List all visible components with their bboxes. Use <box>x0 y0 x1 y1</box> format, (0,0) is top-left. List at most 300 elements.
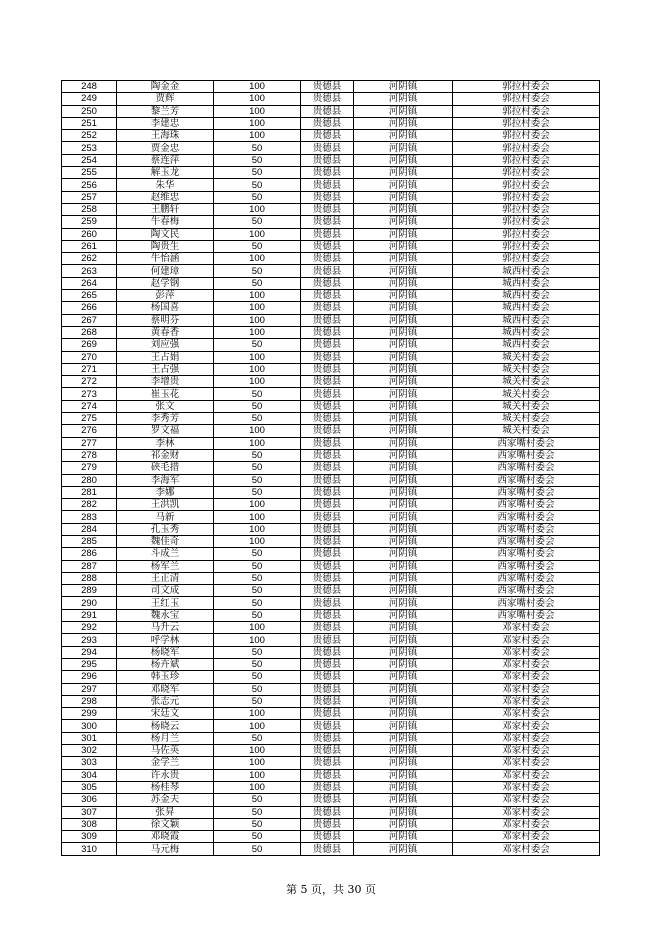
village-committee-cell: 西家嘴村委会 <box>453 486 600 498</box>
table-row <box>62 302 600 314</box>
amount-cell: 100 <box>214 130 301 142</box>
county-cell: 贵德县 <box>301 167 354 179</box>
village-committee-cell: 邓家村委会 <box>453 695 600 707</box>
town-cell: 河阴镇 <box>354 437 453 449</box>
town-cell: 河阴镇 <box>354 523 453 535</box>
table-row <box>62 290 600 302</box>
county-cell: 贵德县 <box>301 597 354 609</box>
amount-cell: 100 <box>214 253 301 265</box>
name-cell: 杨月兰 <box>117 732 214 744</box>
county-cell: 贵德县 <box>301 277 354 289</box>
village-committee-cell: 邓家村委会 <box>453 843 600 855</box>
table-row <box>62 142 600 154</box>
table-row <box>62 265 600 277</box>
county-cell: 贵德县 <box>301 117 354 129</box>
village-committee-cell: 郭拉村委会 <box>453 142 600 154</box>
amount-cell: 50 <box>214 449 301 461</box>
village-committee-cell: 郭拉村委会 <box>453 216 600 228</box>
town-cell: 河阴镇 <box>354 449 453 461</box>
village-committee-cell: 西家嘴村委会 <box>453 585 600 597</box>
amount-cell: 100 <box>214 781 301 793</box>
town-cell: 河阴镇 <box>354 486 453 498</box>
town-cell: 河阴镇 <box>354 597 453 609</box>
row-number: 279 <box>62 462 117 474</box>
county-cell: 贵德县 <box>301 191 354 203</box>
table-row <box>62 425 600 437</box>
amount-cell: 50 <box>214 794 301 806</box>
village-committee-cell: 邓家村委会 <box>453 781 600 793</box>
name-cell: 王海珠 <box>117 130 214 142</box>
table-row <box>62 806 600 818</box>
amount-cell: 100 <box>214 93 301 105</box>
amount-cell: 50 <box>214 388 301 400</box>
village-committee-cell: 郭拉村委会 <box>453 228 600 240</box>
county-cell: 贵德县 <box>301 425 354 437</box>
name-cell: 贾辉 <box>117 93 214 105</box>
village-committee-cell: 城关村委会 <box>453 363 600 375</box>
row-number: 299 <box>62 708 117 720</box>
name-cell: 魏佳奇 <box>117 535 214 547</box>
name-cell: 杨晓军 <box>117 646 214 658</box>
row-number: 261 <box>62 240 117 252</box>
county-cell: 贵德县 <box>301 400 354 412</box>
table-row <box>62 240 600 252</box>
row-number: 250 <box>62 105 117 117</box>
town-cell: 河阴镇 <box>354 572 453 584</box>
village-committee-cell: 西家嘴村委会 <box>453 511 600 523</box>
row-number: 253 <box>62 142 117 154</box>
row-number: 256 <box>62 179 117 191</box>
village-committee-cell: 城关村委会 <box>453 388 600 400</box>
amount-cell: 100 <box>214 314 301 326</box>
county-cell: 贵德县 <box>301 609 354 621</box>
amount-cell: 50 <box>214 548 301 560</box>
village-committee-cell: 城西村委会 <box>453 314 600 326</box>
town-cell: 河阴镇 <box>354 511 453 523</box>
table-row <box>62 781 600 793</box>
row-number: 259 <box>62 216 117 228</box>
name-cell: 李秀芳 <box>117 413 214 425</box>
amount-cell: 100 <box>214 326 301 338</box>
town-cell: 河阴镇 <box>354 191 453 203</box>
table-body <box>62 81 600 856</box>
village-committee-cell: 邓家村委会 <box>453 658 600 670</box>
name-cell: 邓晓军 <box>117 683 214 695</box>
town-cell: 河阴镇 <box>354 695 453 707</box>
town-cell: 河阴镇 <box>354 794 453 806</box>
row-number: 310 <box>62 843 117 855</box>
village-committee-cell: 城关村委会 <box>453 351 600 363</box>
village-committee-cell: 邓家村委会 <box>453 745 600 757</box>
town-cell: 河阴镇 <box>354 351 453 363</box>
row-number: 276 <box>62 425 117 437</box>
table-row <box>62 93 600 105</box>
town-cell: 河阴镇 <box>354 818 453 830</box>
village-committee-cell: 邓家村委会 <box>453 671 600 683</box>
row-number: 290 <box>62 597 117 609</box>
county-cell: 贵德县 <box>301 523 354 535</box>
row-number: 284 <box>62 523 117 535</box>
village-committee-cell: 郭拉村委会 <box>453 130 600 142</box>
village-committee-cell: 郭拉村委会 <box>453 93 600 105</box>
name-cell: 解玉龙 <box>117 167 214 179</box>
amount-cell: 50 <box>214 560 301 572</box>
village-committee-cell: 邓家村委会 <box>453 769 600 781</box>
row-number: 260 <box>62 228 117 240</box>
name-cell: 金学兰 <box>117 757 214 769</box>
amount-cell: 50 <box>214 695 301 707</box>
name-cell: 杨晓云 <box>117 720 214 732</box>
table-row <box>62 560 600 572</box>
county-cell: 贵德县 <box>301 486 354 498</box>
village-committee-cell: 邓家村委会 <box>453 622 600 634</box>
town-cell: 河阴镇 <box>354 634 453 646</box>
table-row <box>62 351 600 363</box>
town-cell: 河阴镇 <box>354 240 453 252</box>
county-cell: 贵德县 <box>301 326 354 338</box>
table-row <box>62 400 600 412</box>
name-cell: 王红玉 <box>117 597 214 609</box>
town-cell: 河阴镇 <box>354 560 453 572</box>
name-cell: 牛怡涵 <box>117 253 214 265</box>
village-committee-cell: 邓家村委会 <box>453 683 600 695</box>
town-cell: 河阴镇 <box>354 425 453 437</box>
village-committee-cell: 郭拉村委会 <box>453 105 600 117</box>
row-number: 286 <box>62 548 117 560</box>
name-cell: 蔡明芬 <box>117 314 214 326</box>
county-cell: 贵德县 <box>301 240 354 252</box>
town-cell: 河阴镇 <box>354 388 453 400</box>
village-committee-cell: 西家嘴村委会 <box>453 462 600 474</box>
town-cell: 河阴镇 <box>354 216 453 228</box>
table-row <box>62 81 600 93</box>
amount-cell: 50 <box>214 597 301 609</box>
row-number: 292 <box>62 622 117 634</box>
row-number: 293 <box>62 634 117 646</box>
county-cell: 贵德县 <box>301 708 354 720</box>
row-number: 282 <box>62 499 117 511</box>
county-cell: 贵德县 <box>301 81 354 93</box>
row-number: 267 <box>62 314 117 326</box>
table-row <box>62 462 600 474</box>
amount-cell: 50 <box>214 216 301 228</box>
village-committee-cell: 城关村委会 <box>453 413 600 425</box>
amount-cell: 100 <box>214 425 301 437</box>
name-cell: 黄春香 <box>117 326 214 338</box>
table-row <box>62 732 600 744</box>
town-cell: 河阴镇 <box>354 831 453 843</box>
county-cell: 贵德县 <box>301 130 354 142</box>
table-row <box>62 216 600 228</box>
village-committee-cell: 邓家村委会 <box>453 646 600 658</box>
name-cell: 张昇 <box>117 806 214 818</box>
row-number: 309 <box>62 831 117 843</box>
town-cell: 河阴镇 <box>354 142 453 154</box>
amount-cell: 50 <box>214 658 301 670</box>
amount-cell: 100 <box>214 81 301 93</box>
village-committee-cell: 邓家村委会 <box>453 831 600 843</box>
amount-cell: 50 <box>214 191 301 203</box>
county-cell: 贵德县 <box>301 831 354 843</box>
county-cell: 贵德县 <box>301 351 354 363</box>
row-number: 280 <box>62 474 117 486</box>
amount-cell: 100 <box>214 302 301 314</box>
village-committee-cell: 郭拉村委会 <box>453 191 600 203</box>
town-cell: 河阴镇 <box>354 265 453 277</box>
amount-cell: 50 <box>214 683 301 695</box>
row-number: 303 <box>62 757 117 769</box>
county-cell: 贵德县 <box>301 745 354 757</box>
county-cell: 贵德县 <box>301 499 354 511</box>
name-cell: 司文成 <box>117 585 214 597</box>
town-cell: 河阴镇 <box>354 167 453 179</box>
name-cell: 王正清 <box>117 572 214 584</box>
amount-cell: 50 <box>214 818 301 830</box>
row-number: 297 <box>62 683 117 695</box>
county-cell: 贵德县 <box>301 806 354 818</box>
row-number: 274 <box>62 400 117 412</box>
village-committee-cell: 邓家村委会 <box>453 757 600 769</box>
name-cell: 王占强 <box>117 363 214 375</box>
amount-cell: 50 <box>214 732 301 744</box>
row-number: 302 <box>62 745 117 757</box>
town-cell: 河阴镇 <box>354 732 453 744</box>
amount-cell: 100 <box>214 634 301 646</box>
table-row <box>62 413 600 425</box>
table-row <box>62 499 600 511</box>
village-committee-cell: 郭拉村委会 <box>453 203 600 215</box>
village-committee-cell: 西家嘴村委会 <box>453 548 600 560</box>
table-row <box>62 376 600 388</box>
name-cell: 陶贵生 <box>117 240 214 252</box>
amount-cell: 50 <box>214 585 301 597</box>
table-row <box>62 683 600 695</box>
town-cell: 河阴镇 <box>354 339 453 351</box>
town-cell: 河阴镇 <box>354 253 453 265</box>
row-number: 254 <box>62 154 117 166</box>
table-row <box>62 658 600 670</box>
row-number: 258 <box>62 203 117 215</box>
name-cell: 杨卉斌 <box>117 658 214 670</box>
row-number: 251 <box>62 117 117 129</box>
county-cell: 贵德县 <box>301 228 354 240</box>
amount-cell: 100 <box>214 290 301 302</box>
row-number: 266 <box>62 302 117 314</box>
table-row <box>62 548 600 560</box>
county-cell: 贵德县 <box>301 339 354 351</box>
village-committee-cell: 郭拉村委会 <box>453 154 600 166</box>
village-committee-cell: 郭拉村委会 <box>453 253 600 265</box>
name-cell: 何建璋 <box>117 265 214 277</box>
name-cell: 徐文颖 <box>117 818 214 830</box>
town-cell: 河阴镇 <box>354 314 453 326</box>
town-cell: 河阴镇 <box>354 81 453 93</box>
row-number: 307 <box>62 806 117 818</box>
row-number: 300 <box>62 720 117 732</box>
village-committee-cell: 西家嘴村委会 <box>453 572 600 584</box>
town-cell: 河阴镇 <box>354 302 453 314</box>
village-committee-cell: 西家嘴村委会 <box>453 474 600 486</box>
name-cell: 李建忠 <box>117 117 214 129</box>
table-row <box>62 634 600 646</box>
amount-cell: 50 <box>214 843 301 855</box>
amount-cell: 50 <box>214 265 301 277</box>
row-number: 268 <box>62 326 117 338</box>
table-row <box>62 388 600 400</box>
table-row <box>62 253 600 265</box>
amount-cell: 100 <box>214 757 301 769</box>
town-cell: 河阴镇 <box>354 720 453 732</box>
county-cell: 贵德县 <box>301 818 354 830</box>
town-cell: 河阴镇 <box>354 93 453 105</box>
amount-cell: 50 <box>214 572 301 584</box>
table-row <box>62 720 600 732</box>
table-row <box>62 437 600 449</box>
row-number: 255 <box>62 167 117 179</box>
county-cell: 贵德县 <box>301 843 354 855</box>
name-cell: 韩玉珍 <box>117 671 214 683</box>
county-cell: 贵德县 <box>301 671 354 683</box>
county-cell: 贵德县 <box>301 511 354 523</box>
name-cell: 宋廷文 <box>117 708 214 720</box>
table-row <box>62 671 600 683</box>
table-row <box>62 757 600 769</box>
name-cell: 马佐英 <box>117 745 214 757</box>
name-cell: 杨国喜 <box>117 302 214 314</box>
village-committee-cell: 邓家村委会 <box>453 634 600 646</box>
village-committee-cell: 邓家村委会 <box>453 806 600 818</box>
county-cell: 贵德县 <box>301 769 354 781</box>
table-row <box>62 167 600 179</box>
county-cell: 贵德县 <box>301 658 354 670</box>
row-number: 265 <box>62 290 117 302</box>
county-cell: 贵德县 <box>301 265 354 277</box>
name-cell: 硖毛措 <box>117 462 214 474</box>
table-row <box>62 130 600 142</box>
amount-cell: 50 <box>214 671 301 683</box>
village-committee-cell: 邓家村委会 <box>453 818 600 830</box>
county-cell: 贵德县 <box>301 781 354 793</box>
name-cell: 许永贵 <box>117 769 214 781</box>
table-row <box>62 622 600 634</box>
amount-cell: 100 <box>214 228 301 240</box>
table-row <box>62 843 600 855</box>
amount-cell: 50 <box>214 462 301 474</box>
village-committee-cell: 城西村委会 <box>453 277 600 289</box>
row-number: 304 <box>62 769 117 781</box>
amount-cell: 100 <box>214 720 301 732</box>
county-cell: 贵德县 <box>301 314 354 326</box>
table-row <box>62 745 600 757</box>
row-number: 275 <box>62 413 117 425</box>
county-cell: 贵德县 <box>301 388 354 400</box>
town-cell: 河阴镇 <box>354 130 453 142</box>
table-row <box>62 794 600 806</box>
town-cell: 河阴镇 <box>354 535 453 547</box>
data-table <box>61 80 600 856</box>
table-row <box>62 363 600 375</box>
village-committee-cell: 邓家村委会 <box>453 794 600 806</box>
amount-cell: 100 <box>214 203 301 215</box>
county-cell: 贵德县 <box>301 548 354 560</box>
name-cell: 马升云 <box>117 622 214 634</box>
table-row <box>62 609 600 621</box>
village-committee-cell: 西家嘴村委会 <box>453 560 600 572</box>
name-cell: 魏永宝 <box>117 609 214 621</box>
amount-cell: 50 <box>214 277 301 289</box>
name-cell: 祁金财 <box>117 449 214 461</box>
name-cell: 孔玉秀 <box>117 523 214 535</box>
village-committee-cell: 西家嘴村委会 <box>453 499 600 511</box>
name-cell: 王占娟 <box>117 351 214 363</box>
table-row <box>62 769 600 781</box>
name-cell: 黎兰芳 <box>117 105 214 117</box>
town-cell: 河阴镇 <box>354 179 453 191</box>
town-cell: 河阴镇 <box>354 290 453 302</box>
village-committee-cell: 邓家村委会 <box>453 732 600 744</box>
table-row <box>62 117 600 129</box>
town-cell: 河阴镇 <box>354 658 453 670</box>
town-cell: 河阴镇 <box>354 326 453 338</box>
row-number: 278 <box>62 449 117 461</box>
village-committee-cell: 邓家村委会 <box>453 720 600 732</box>
village-committee-cell: 西家嘴村委会 <box>453 597 600 609</box>
amount-cell: 50 <box>214 609 301 621</box>
county-cell: 贵德县 <box>301 142 354 154</box>
table-row <box>62 831 600 843</box>
town-cell: 河阴镇 <box>354 843 453 855</box>
village-committee-cell: 西家嘴村委会 <box>453 437 600 449</box>
town-cell: 河阴镇 <box>354 363 453 375</box>
village-committee-cell: 城西村委会 <box>453 265 600 277</box>
table-row <box>62 535 600 547</box>
town-cell: 河阴镇 <box>354 499 453 511</box>
town-cell: 河阴镇 <box>354 585 453 597</box>
amount-cell: 50 <box>214 167 301 179</box>
row-number: 272 <box>62 376 117 388</box>
amount-cell: 50 <box>214 486 301 498</box>
table-row <box>62 449 600 461</box>
amount-cell: 100 <box>214 708 301 720</box>
name-cell: 赵维忠 <box>117 191 214 203</box>
county-cell: 贵德县 <box>301 622 354 634</box>
row-number: 271 <box>62 363 117 375</box>
name-cell: 李林 <box>117 437 214 449</box>
amount-cell: 100 <box>214 105 301 117</box>
county-cell: 贵德县 <box>301 646 354 658</box>
name-cell: 陶文民 <box>117 228 214 240</box>
county-cell: 贵德县 <box>301 794 354 806</box>
town-cell: 河阴镇 <box>354 609 453 621</box>
town-cell: 河阴镇 <box>354 400 453 412</box>
county-cell: 贵德县 <box>301 290 354 302</box>
county-cell: 贵德县 <box>301 720 354 732</box>
county-cell: 贵德县 <box>301 535 354 547</box>
name-cell: 刘应强 <box>117 339 214 351</box>
row-number: 289 <box>62 585 117 597</box>
town-cell: 河阴镇 <box>354 228 453 240</box>
amount-cell: 100 <box>214 535 301 547</box>
county-cell: 贵德县 <box>301 474 354 486</box>
row-number: 298 <box>62 695 117 707</box>
row-number: 283 <box>62 511 117 523</box>
village-committee-cell: 城西村委会 <box>453 302 600 314</box>
table-row <box>62 511 600 523</box>
row-number: 252 <box>62 130 117 142</box>
row-number: 301 <box>62 732 117 744</box>
table-row <box>62 179 600 191</box>
county-cell: 贵德县 <box>301 462 354 474</box>
